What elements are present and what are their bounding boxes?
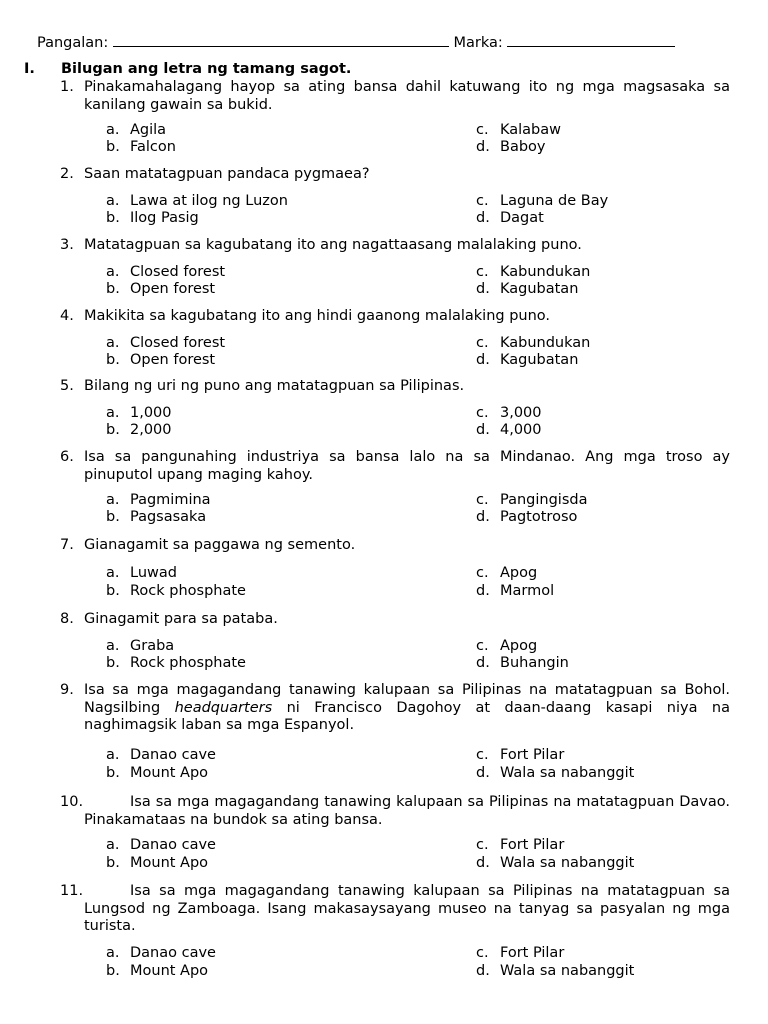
option-d[interactable]: d. Buhangin [476, 655, 569, 671]
section-heading [24, 61, 351, 79]
option-a[interactable]: a. 1,000 [106, 405, 172, 421]
question-number: 9. [60, 682, 74, 698]
question-text: Gianagamit sa paggawa ng semento. [84, 537, 356, 553]
option-b[interactable]: b. Mount Apo [106, 963, 209, 979]
question-number: 7. [60, 537, 74, 553]
question-number: 2. [60, 166, 74, 182]
option-c[interactable]: c. Kalabaw [476, 122, 562, 138]
option-d[interactable]: d. Wala sa nabanggit [476, 765, 635, 781]
name-blank[interactable] [113, 32, 449, 47]
question-number: 1. [60, 79, 74, 95]
question-number: 8. [60, 611, 74, 627]
option-c[interactable]: c. Apog [476, 565, 538, 581]
option-a[interactable]: a. Agila [106, 122, 167, 138]
question-text: Isa sa pangunahing industriya sa bansa lalo na sa Mindanao. Ang mga troso ay pinuputol upang maging kahoy. [84, 449, 730, 483]
option-a[interactable]: a. Danao cave [106, 945, 216, 961]
option-a[interactable]: a. Closed forest [106, 264, 226, 280]
question-text: Matatagpuan sa kagubatang ito ang nagattaasang malalaking puno. [84, 237, 582, 253]
question-text: Ginagamit para sa pataba. [84, 611, 278, 627]
question-11 [60, 883, 730, 936]
question-number: 6. [60, 449, 74, 465]
section-title: Bilugan ang letra ng tamang sagot. [61, 61, 352, 77]
question-1 [60, 79, 730, 114]
option-c[interactable]: c. Pangingisda [476, 492, 588, 508]
question-number: 3. [60, 237, 74, 253]
score-blank[interactable] [507, 32, 675, 47]
option-d[interactable]: d. 4,000 [476, 422, 542, 438]
question-number: 4. [60, 308, 74, 324]
option-c[interactable]: c. Kabundukan [476, 335, 591, 351]
option-a[interactable]: a. Lawa at ilog ng Luzon [106, 193, 288, 209]
option-a[interactable]: a. Graba [106, 638, 175, 654]
question-4 [60, 308, 730, 326]
option-c[interactable]: c. Fort Pilar [476, 945, 565, 961]
option-b[interactable]: b. Rock phosphate [106, 655, 246, 671]
option-d[interactable]: d. Pagtotroso [476, 509, 578, 525]
option-d[interactable]: d. Kagubatan [476, 281, 579, 297]
question-9 [60, 682, 730, 735]
question-text: Bilang ng uri ng puno ang matatagpuan sa Pilipinas. [84, 378, 465, 394]
option-b[interactable]: b. Ilog Pasig [106, 210, 199, 226]
option-c[interactable]: c. Fort Pilar [476, 747, 565, 763]
option-b[interactable]: b. Mount Apo [106, 765, 209, 781]
option-d[interactable]: d. Baboy [476, 139, 546, 155]
option-d[interactable]: d. Marmol [476, 583, 555, 599]
option-b[interactable]: b. Pagsasaka [106, 509, 207, 525]
question-3 [60, 237, 730, 255]
question-7 [60, 537, 730, 555]
option-b[interactable]: b. Open forest [106, 352, 216, 368]
option-b[interactable]: b. Open forest [106, 281, 216, 297]
option-c[interactable]: c. Kabundukan [476, 264, 591, 280]
option-b[interactable]: b. Falcon [106, 139, 176, 155]
question-number: 5. [60, 378, 74, 394]
option-d[interactable]: d. Kagubatan [476, 352, 579, 368]
option-b[interactable]: b. Rock phosphate [106, 583, 246, 599]
question-text: Pinakamahalagang hayop sa ating bansa dahil katuwang ito ng mga magsasaka sa kanilang gawain sa bukid. [84, 79, 730, 113]
score-label: Marka: [453, 35, 503, 51]
question-text: Isa sa mga magagandang tanawing kalupaan sa Pilipinas na matatagpuan Davao. Pinakamataas na bundok sa ating bansa. [84, 794, 730, 828]
question-text: Isa sa mga magagandang tanawing kalupaan sa Pilipinas na matatagpuan sa Bohol. Nagsilbing headquarters ni Francisco Dagohoy at daan-daang kasapi niya na naghimagsik laban sa mga Espanyol. [84, 682, 730, 733]
question-8 [60, 611, 730, 629]
option-c[interactable]: c. Apog [476, 638, 538, 654]
section-number: I. [24, 61, 35, 77]
option-a[interactable]: a. Closed forest [106, 335, 226, 351]
option-c[interactable]: c. Laguna de Bay [476, 193, 609, 209]
question-text: Makikita sa kagubatang ito ang hindi gaanong malalaking puno. [84, 308, 551, 324]
option-d[interactable]: d. Wala sa nabanggit [476, 855, 635, 871]
worksheet-header [37, 32, 675, 53]
question-5 [60, 378, 730, 396]
option-b[interactable]: b. Mount Apo [106, 855, 209, 871]
option-c[interactable]: c. 3,000 [476, 405, 542, 421]
question-10 [60, 794, 730, 829]
option-a[interactable]: a. Pagmimina [106, 492, 211, 508]
option-a[interactable]: a. Danao cave [106, 837, 216, 853]
question-number: 10. [60, 794, 84, 810]
question-6 [60, 449, 730, 484]
question-2 [60, 166, 730, 184]
option-a[interactable]: a. Luwad [106, 565, 177, 581]
question-text: Isa sa mga magagandang tanawing kalupaan sa Pilipinas na matatagpuan sa Lungsod ng Zamboaga. Isang makasaysayang museo na tanyag sa pasyalan ng mga turista. [84, 883, 730, 934]
option-d[interactable]: d. Dagat [476, 210, 544, 226]
italic-term: headquarters [174, 699, 273, 716]
option-c[interactable]: c. Fort Pilar [476, 837, 565, 853]
option-a[interactable]: a. Danao cave [106, 747, 216, 763]
name-label: Pangalan: [37, 35, 109, 51]
option-b[interactable]: b. 2,000 [106, 422, 172, 438]
question-number: 11. [60, 883, 84, 899]
option-d[interactable]: d. Wala sa nabanggit [476, 963, 635, 979]
question-text: Saan matatagpuan pandaca pygmaea? [84, 166, 370, 182]
